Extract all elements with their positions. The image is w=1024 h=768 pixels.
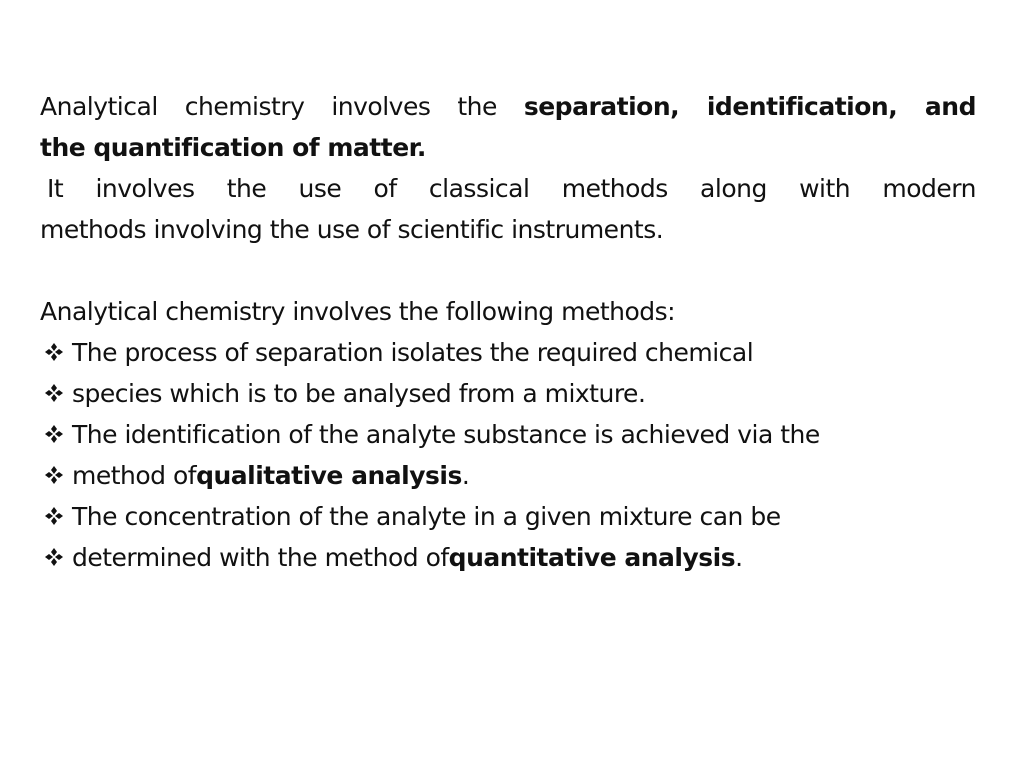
intro-instruments-text: methods involving the use of scientific instruments. — [40, 215, 664, 244]
four-diamond-bullet-icon — [40, 373, 72, 414]
bullet-text: The process of separation isolates the required chemical — [72, 338, 754, 367]
bullet-end: . — [461, 461, 470, 490]
bullet-text: determined with the method of — [72, 543, 449, 572]
methods-heading: Analytical chemistry involves the following methods: — [40, 297, 676, 326]
intro-line-3 — [40, 168, 976, 209]
methods-bullet-list — [40, 332, 976, 578]
bullet-bold-term: quantitative analysis — [448, 543, 736, 572]
bullet-text: method of — [72, 461, 197, 490]
intro-line-4 — [40, 209, 976, 250]
intro-text: Analytical chemistry involves the — [40, 92, 497, 121]
intro-methods-text: It involves the use of classical methods along with modern — [47, 174, 976, 203]
bullet-item — [40, 455, 976, 496]
bullet-bold-term: qualitative analysis — [196, 461, 462, 490]
bullet-text: species which is to be analysed from a mixture. — [72, 379, 646, 408]
bullet-end: . — [735, 543, 743, 572]
four-diamond-bullet-icon — [40, 496, 72, 537]
slide-content — [40, 86, 976, 578]
bullet-item — [40, 414, 976, 455]
bullet-item — [40, 496, 976, 537]
bullet-text: The concentration of the analyte in a given mixture can be — [72, 502, 781, 531]
intro-line-1 — [40, 86, 976, 127]
bullet-item — [40, 537, 976, 578]
intro-bold-quantification: the quantification of matter. — [40, 133, 426, 162]
four-diamond-bullet-icon — [40, 537, 72, 578]
intro-bold-terms: separation, identification, and — [523, 92, 976, 121]
four-diamond-bullet-icon — [40, 332, 72, 373]
paragraph-gap — [40, 250, 976, 291]
bullet-item — [40, 332, 976, 373]
bullet-item — [40, 373, 976, 414]
four-diamond-bullet-icon — [40, 455, 72, 496]
intro-line-2 — [40, 127, 976, 168]
bullet-text: The identification of the analyte substance is achieved via the — [72, 420, 820, 449]
four-diamond-bullet-icon — [40, 414, 72, 455]
